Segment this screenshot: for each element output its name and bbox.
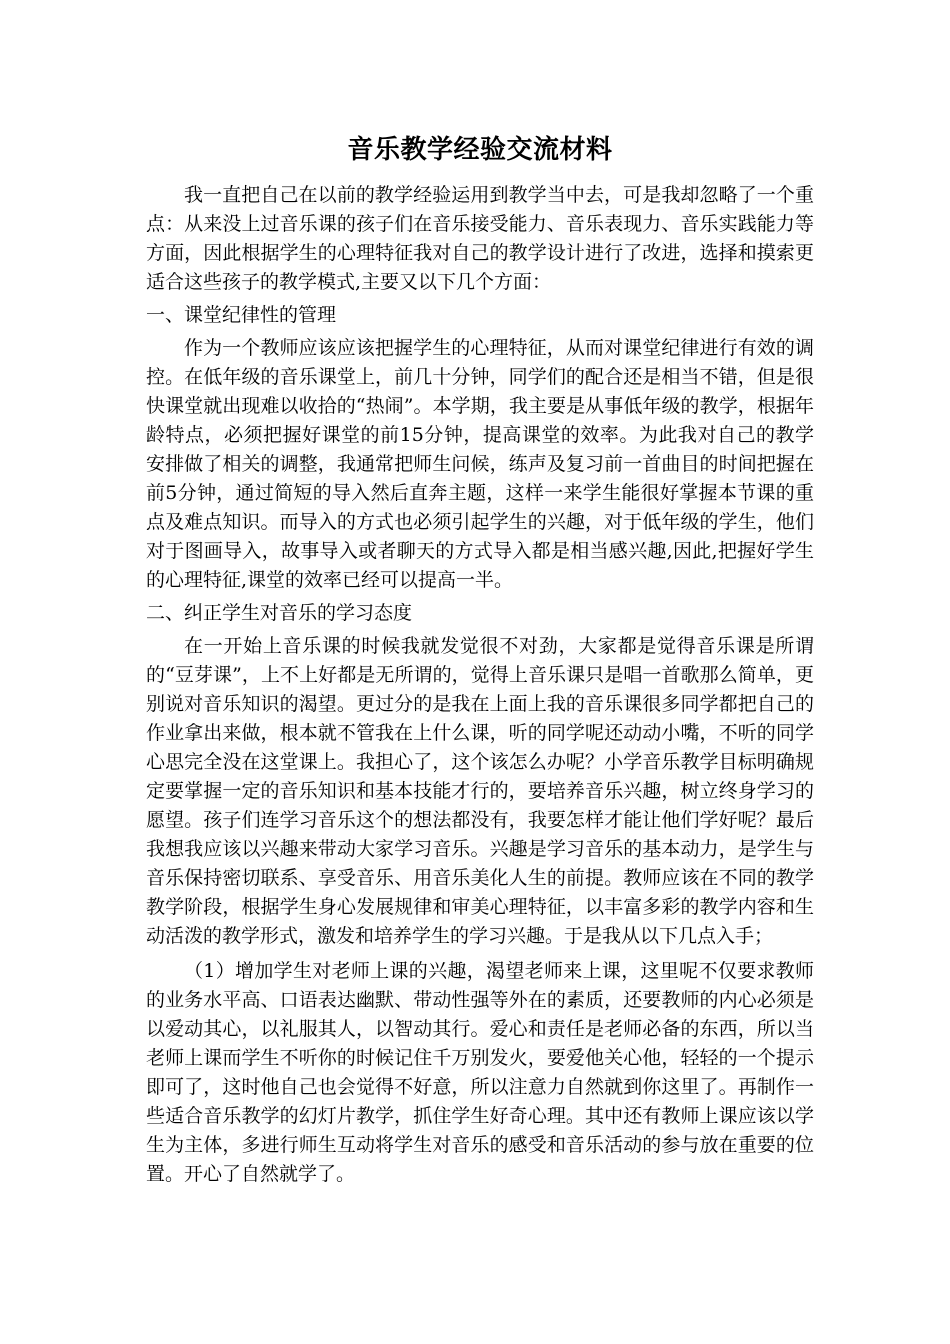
document-page bbox=[146, 128, 814, 1189]
document-title: 音乐教学经验交流材料 bbox=[347, 135, 613, 165]
section-1-heading: 一、课堂纪律性的管理 bbox=[146, 304, 337, 326]
section-2-item-1: （1）增加学生对老师上课的兴趣，渴望老师来上课，这里呢不仅要求教师的业务水平高、口语表达幽默、带动性强等外在的素质，还要教师的内心必须是以爱动其心，以礼服其人，以智动其行。爱心和责任是老师必备的东西，所以当老师上课而学生不听你的时候记住千万别发火，要爱他关心他，轻轻的一个提示即可了，这时他自己也会觉得不好意，所以注意力自然就到你这里了。再制作一些适合音乐教学的幻灯片教学，抓住学生好奇心理。其中还有教师上课应该以学生为主体，多进行师生互动将学生对音乐的感受和音乐活动的参与放在重要的位置。开心了自然就学了。 bbox=[146, 960, 814, 1185]
section-1-paragraph: 作为一个教师应该应该把握学生的心理特征，从而对课堂纪律进行有效的调控。在低年级的音乐课堂上，前几十分钟，同学们的配合还是相当不错，但是很快课堂就出现难以收拾的“热闹”。本学期，我主要是从事低年级的教学，根据年龄特点，必须把握好课堂的前15分钟，提高课堂的效率。为此我对自己的教学安排做了相关的调整，我通常把师生问候，练声及复习前一首曲目的时间把握在前5分钟，通过简短的导入然后直奔主题，这样一来学生能很好掌握本节课的重点及难点知识。而导入的方式也必须引起学生的兴趣，对于低年级的学生，他们对于图画导入，故事导入或者聊天的方式导入都是相当感兴趣,因此,把握好学生的心理特征,课堂的效率已经可以提高一半。 bbox=[146, 337, 814, 591]
intro-paragraph: 我一直把自己在以前的教学经验运用到教学当中去，可是我却忽略了一个重点：从来没上过音乐课的孩子们在音乐接受能力、音乐表现力、音乐实践能力等方面，因此根据学生的心理特征我对自己的教学设计进行了改进，选择和摸索更适合这些孩子的教学模式,主要又以下几个方面： bbox=[146, 184, 814, 293]
section-2-paragraph: 在一开始上音乐课的时候我就发觉很不对劲，大家都是觉得音乐课是所谓的“豆芽课”，上不上好都是无所谓的，觉得上音乐课只是唱一首歌那么简单，更别说对音乐知识的渴望。更过分的是我在上面上我的音乐课很多同学都把自己的作业拿出来做，根本就不管我在上什么课，听的同学呢还动动小嘴，不听的同学心思完全没在这堂课上。我担心了，这个该怎么办呢？小学音乐教学目标明确规定要掌握一定的音乐知识和基本技能才行的，要培养音乐兴趣，树立终身学习的愿望。孩子们连学习音乐这个的想法都没有，我要怎样才能让他们学好呢？最后我想我应该以兴趣来带动大家学习音乐。兴趣是学习音乐的基本动力，是学生与音乐保持密切联系、享受音乐、用音乐美化人生的前提。教师应该在不同的教学教学阶段，根据学生身心发展规律和审美心理特征，以丰富多彩的教学内容和生动活泼的教学形式，激发和培养学生的学习兴趣。于是我从以下几点入手； bbox=[146, 635, 814, 947]
section-2-heading: 二、纠正学生对音乐的学习态度 bbox=[146, 602, 413, 624]
